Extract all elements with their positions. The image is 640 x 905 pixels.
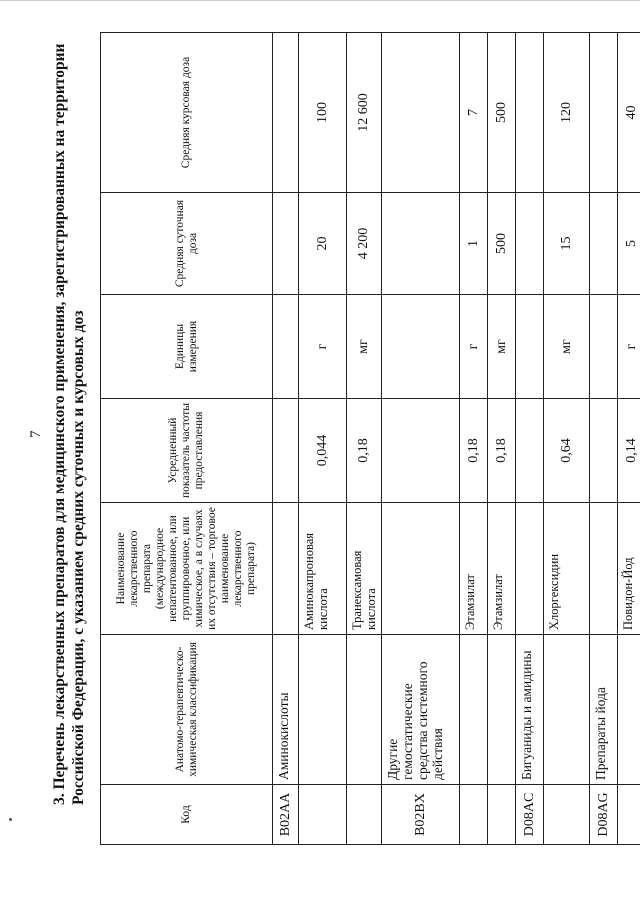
cell-drug: Этамзилат bbox=[488, 503, 516, 635]
cell-freq: 0,64 bbox=[544, 399, 590, 503]
cell-freq bbox=[273, 399, 299, 503]
header-frequency: Усредненный показатель частоты предоставления bbox=[101, 399, 273, 503]
cell-course: 100 bbox=[299, 33, 347, 193]
drug-table bbox=[100, 32, 640, 845]
cell-daily bbox=[273, 193, 299, 295]
cell-atc bbox=[544, 635, 590, 785]
cell-drug: Этамзилат bbox=[460, 503, 488, 635]
cell-course: 120 bbox=[544, 33, 590, 193]
cell-daily bbox=[590, 193, 618, 295]
section-title: 3. Перечень лекарственных препаратов для медицинского применения, зарегистрированных на территории Российской Федерации, с указанием средних суточных и курсовых доз bbox=[51, 43, 87, 805]
cell-course bbox=[273, 33, 299, 193]
table-header-row bbox=[101, 33, 273, 845]
cell-atc bbox=[488, 635, 516, 785]
header-atc: Анатомо-терапевтическо-химическая классификация bbox=[101, 635, 273, 785]
header-drug-name: Наименование лекарственного препарата (международное непатентованное, или группировочное, или химическое, а в случаях их отсутствия – торговое наименование лекарственного препарата) bbox=[101, 503, 273, 635]
cell-code: B02AA bbox=[273, 785, 299, 845]
table-row bbox=[460, 33, 488, 845]
table-row bbox=[618, 33, 640, 845]
table-row bbox=[590, 33, 618, 845]
table-row bbox=[488, 33, 516, 845]
cell-code bbox=[618, 785, 640, 845]
page-number: 7 bbox=[28, 430, 44, 438]
cell-drug: Аминокапроновая кислота bbox=[299, 503, 347, 635]
cell-drug bbox=[516, 503, 544, 635]
cell-unit: мг bbox=[488, 295, 516, 399]
cell-atc bbox=[460, 635, 488, 785]
cell-unit: г bbox=[299, 295, 347, 399]
cell-unit bbox=[382, 295, 460, 399]
cell-drug bbox=[590, 503, 618, 635]
cell-daily: 20 bbox=[299, 193, 347, 295]
cell-atc: Другие гемостатические средства системного действия bbox=[382, 635, 460, 785]
cell-freq bbox=[590, 399, 618, 503]
cell-drug: Транексамовая кислота bbox=[347, 503, 382, 635]
cell-course: 40 bbox=[618, 33, 640, 193]
cell-daily: 500 bbox=[488, 193, 516, 295]
cell-code: D08AC bbox=[516, 785, 544, 845]
cell-course: 12 600 bbox=[347, 33, 382, 193]
cell-unit: мг bbox=[347, 295, 382, 399]
cell-code: B02BX bbox=[382, 785, 460, 845]
cell-unit bbox=[516, 295, 544, 399]
cell-freq: 0,18 bbox=[488, 399, 516, 503]
cell-atc: Бигуаниды и амидины bbox=[516, 635, 544, 785]
cell-drug bbox=[382, 503, 460, 635]
table-row bbox=[544, 33, 590, 845]
cell-code bbox=[347, 785, 382, 845]
cell-daily bbox=[382, 193, 460, 295]
cell-freq: 0,044 bbox=[299, 399, 347, 503]
cell-freq: 0,14 bbox=[618, 399, 640, 503]
header-daily-dose: Средняя суточная доза bbox=[101, 193, 273, 295]
cell-daily: 5 bbox=[618, 193, 640, 295]
cell-course bbox=[516, 33, 544, 193]
cell-course: 7 bbox=[460, 33, 488, 193]
cell-daily: 1 bbox=[460, 193, 488, 295]
cell-atc bbox=[347, 635, 382, 785]
header-code: Код bbox=[101, 785, 273, 845]
cell-code bbox=[460, 785, 488, 845]
table-row bbox=[347, 33, 382, 845]
cell-atc bbox=[299, 635, 347, 785]
table-row bbox=[273, 33, 299, 845]
cell-drug: Повидон-Йод bbox=[618, 503, 640, 635]
header-course-dose: Средняя курсовая доза bbox=[101, 33, 273, 193]
cell-code bbox=[544, 785, 590, 845]
cell-unit bbox=[273, 295, 299, 399]
cell-course bbox=[590, 33, 618, 193]
cell-daily: 4 200 bbox=[347, 193, 382, 295]
cell-unit: г bbox=[460, 295, 488, 399]
cell-freq bbox=[382, 399, 460, 503]
cell-unit bbox=[590, 295, 618, 399]
cell-course: 500 bbox=[488, 33, 516, 193]
cell-drug bbox=[273, 503, 299, 635]
cell-freq: 0,18 bbox=[347, 399, 382, 503]
cell-daily: 15 bbox=[544, 193, 590, 295]
cell-unit: г bbox=[618, 295, 640, 399]
cell-code: D08AG bbox=[590, 785, 618, 845]
cell-code bbox=[488, 785, 516, 845]
cell-atc: Аминокислоты bbox=[273, 635, 299, 785]
cell-freq bbox=[516, 399, 544, 503]
table-row bbox=[516, 33, 544, 845]
cell-freq: 0,18 bbox=[460, 399, 488, 503]
cell-daily bbox=[516, 193, 544, 295]
cell-atc: Препараты йода bbox=[590, 635, 618, 785]
table-row bbox=[382, 33, 460, 845]
header-unit: Единицы измерения bbox=[101, 295, 273, 399]
cell-drug: Хлоргексидин bbox=[544, 503, 590, 635]
table-row bbox=[299, 33, 347, 845]
cell-code bbox=[299, 785, 347, 845]
cell-unit: мг bbox=[544, 295, 590, 399]
cell-atc bbox=[618, 635, 640, 785]
cell-course bbox=[382, 33, 460, 193]
